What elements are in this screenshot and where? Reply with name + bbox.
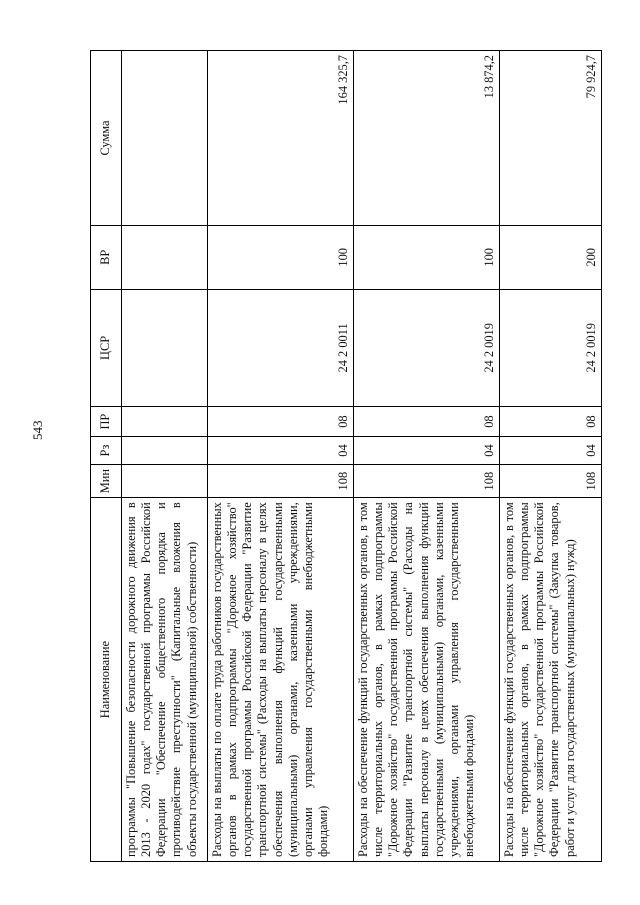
row-rz: 04 [208, 437, 354, 465]
row-min: 108 [208, 465, 354, 498]
table-row [354, 51, 500, 862]
row-vr [122, 225, 208, 289]
header-pr: ПР [91, 407, 122, 437]
row-sum: 164 325,7 [208, 51, 354, 226]
row-sum: 79 924,7 [500, 51, 602, 226]
header-sum: Сумма [91, 51, 122, 226]
row-csr: 24 2 0011 [208, 289, 354, 406]
row-rz [122, 437, 208, 465]
header-vr: ВР [91, 225, 122, 289]
row-vr: 200 [500, 225, 602, 289]
row-sum [122, 51, 208, 226]
table-header-row [91, 51, 122, 862]
budget-table [90, 50, 602, 862]
row-rz: 04 [500, 437, 602, 465]
row-csr: 24 2 0019 [354, 289, 500, 406]
table-row [208, 51, 354, 862]
row-csr [122, 289, 208, 406]
row-pr: 08 [354, 407, 500, 437]
row-min: 108 [500, 465, 602, 498]
header-name: Наименование [91, 498, 122, 862]
table-row [122, 51, 208, 862]
row-pr: 08 [208, 407, 354, 437]
table-row [500, 51, 602, 862]
row-name: Расходы на обеспечение функций государственных органов, в том числе территориальных органов, в рамках подпрограммы "Дорожное хозяйство" государственной программы Российской Федерации "Развитие транспортной системы" (Закупка товаров, работ и услуг для государственных (муниципальных) нужд) [500, 498, 602, 862]
header-csr: ЦСР [91, 289, 122, 406]
header-min: Мин [91, 465, 122, 498]
row-vr: 100 [354, 225, 500, 289]
header-rz: Рз [91, 437, 122, 465]
row-sum: 13 874,2 [354, 51, 500, 226]
row-min [122, 465, 208, 498]
row-rz: 04 [354, 437, 500, 465]
rotated-page-content [90, 50, 614, 862]
row-pr [122, 407, 208, 437]
row-name: программы "Повышение безопасности дорожного движения в 2013 - 2020 годах" государственной программы Российской Федерации "Обеспечение общественного порядка и противодействие преступности" (Капитальные вложения в объекты государственной (муниципальной) собственности) [122, 498, 208, 862]
row-csr: 24 2 0019 [500, 289, 602, 406]
row-pr: 08 [500, 407, 602, 437]
row-name: Расходы на выплаты по оплате труда работников государственных органов в рамках подпрограммы "Дорожное хозяйство" государственной программы Российской Федерации "Развитие транспортной системы" (Расходы на выплаты персоналу в целях обеспечения выполнения функций государственными (муниципальными) органами, казенными учреждениями, органами управления государственными внебюджетными фондами) [208, 498, 354, 862]
page-number: 543 [30, 420, 45, 440]
row-min: 108 [354, 465, 500, 498]
row-name: Расходы на обеспечение функций государственных органов, в том числе территориальных органов, в рамках подпрограммы "Дорожное хозяйство" государственной программы Российской Федерации "Развитие транспортной системы" (Расходы на выплаты персоналу в целях обеспечения выполнения функций государственными (муниципальными) органами, казенными учреждениями, органами управления государственными внебюджетными фондами) [354, 498, 500, 862]
row-vr: 100 [208, 225, 354, 289]
